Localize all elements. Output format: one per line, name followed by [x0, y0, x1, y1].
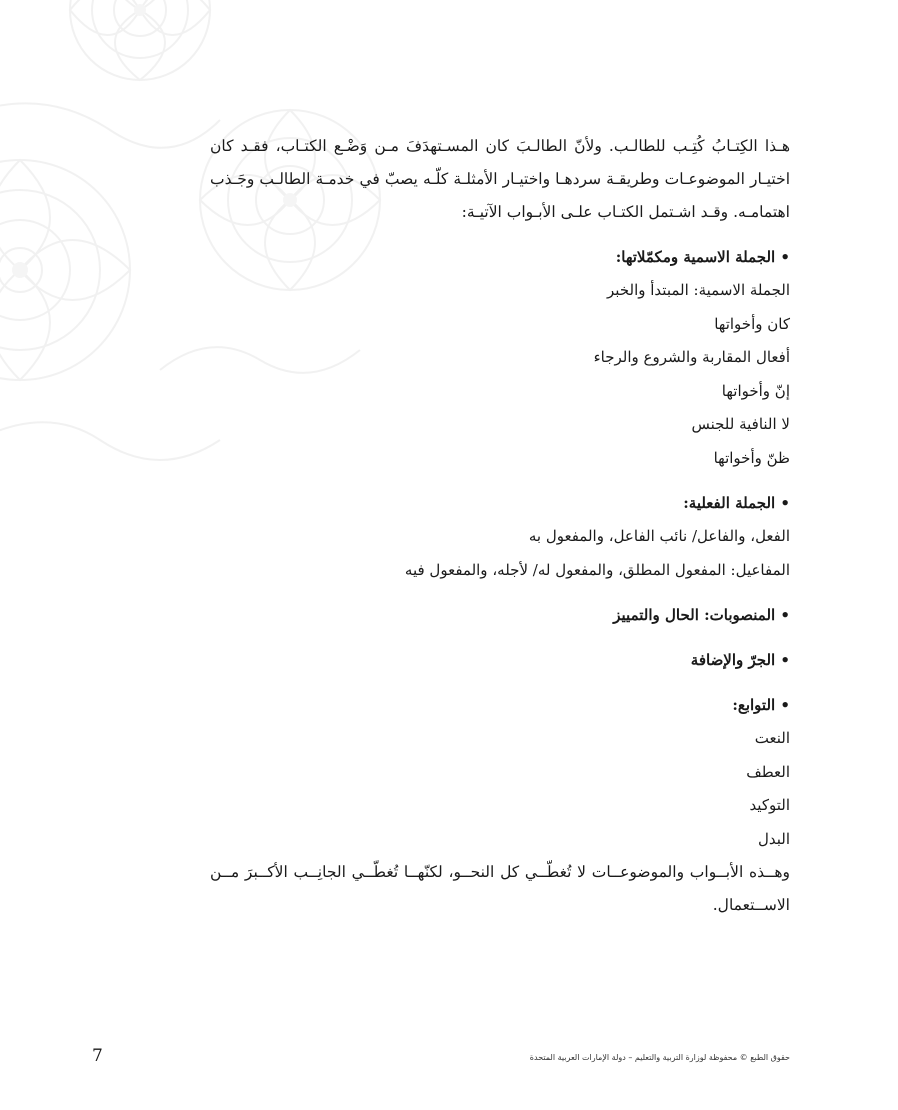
list-item: إنّ وأخواتها	[721, 381, 790, 400]
list-item: البدل	[757, 829, 790, 848]
section-heading: • المنصوبات: الحال والتمييز	[613, 606, 790, 624]
list-item: العطف	[746, 762, 790, 781]
section-heading: • التوابع:	[732, 696, 790, 714]
section-heading: • الجملة الفعلية:	[683, 494, 790, 512]
section-heading: • الجملة الاسمية ومكمّلاتها:	[615, 248, 790, 266]
closing-paragraph: وهــذه الأبــواب والموضوعــات لا تُغطّــي كل النحــو، لكنّهــا تُغطّــي الجانِــب الأكــبرَ مــن الاســتعمال.	[210, 863, 790, 914]
list-item: لا النافية للجنس	[691, 415, 790, 433]
section-verbal-sentence	[210, 487, 790, 587]
copyright-notice: حقوق الطبع © محفوظة لوزارة التربية والتعليم – دولة الإمارات العربية المتحدة	[529, 1053, 790, 1062]
section-heading: • الجرّ والإضافة	[690, 651, 790, 669]
page-content	[210, 130, 790, 922]
page-number: 7	[92, 1046, 103, 1066]
section-genitive	[210, 644, 790, 677]
section-accusatives	[210, 599, 790, 632]
list-item: النعت	[754, 729, 790, 747]
list-item: الجملة الاسمية: المبتدأ والخبر	[607, 281, 790, 299]
section-nominal-sentence	[210, 241, 790, 475]
intro-paragraph: هـذا الكِتـابُ كُتِـب للطالـب. ولأنّ الطالـبَ كان المسـتهدَفَ مـن وَضْـع الكتـاب، فقـد كان اختيـار الموضوعـات وطريقـة سردهـا واختيـار الأمثلـة كلّـه يصبّ في خدمـة الطالـب وجَـذب اهتمامـه. وقـد اشـتمل الكتـاب علـى الأبـواب الآتيـة:	[210, 137, 790, 221]
list-item: المفاعيل: المفعول المطلق، والمفعول له/ لأجله، والمفعول فيه	[404, 560, 790, 579]
list-item: الفعل، والفاعل/ نائب الفاعل، والمفعول به	[528, 527, 790, 545]
list-item: ظنّ وأخواتها	[713, 448, 790, 467]
list-item: أفعال المقاربة والشروع والرجاء	[593, 348, 790, 366]
list-item: التوكيد	[749, 796, 790, 814]
list-item: كان وأخواتها	[714, 314, 790, 333]
section-followers	[210, 689, 790, 856]
